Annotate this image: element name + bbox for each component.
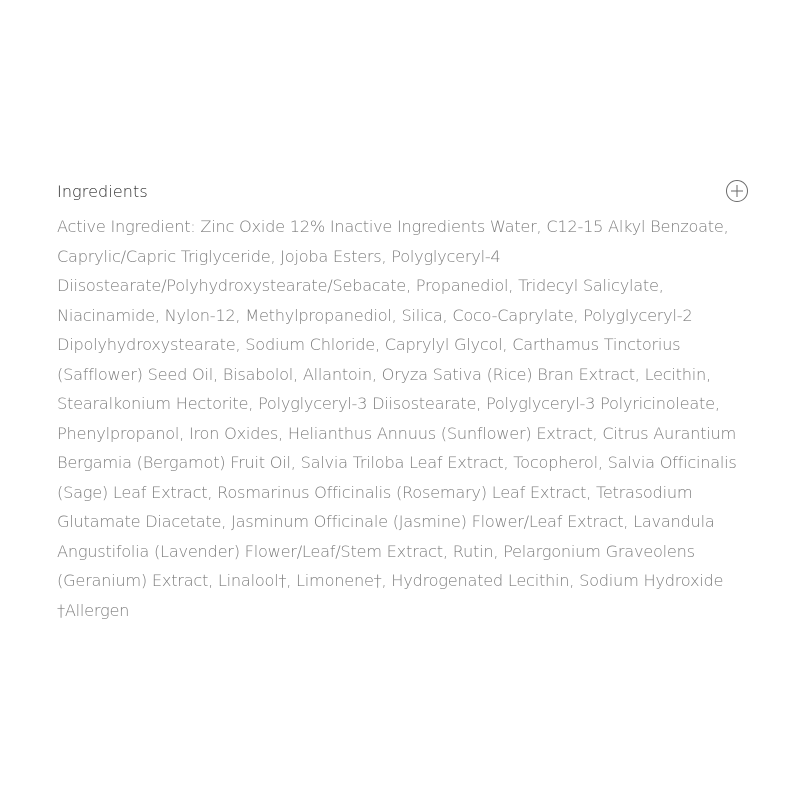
ingredients-line: Niacinamide, Nylon-12, Methylpropanediol, Silica, Coco-Caprylate, Polyglyceryl-2	[57, 305, 693, 325]
ingredients-line: Active Ingredient: Zinc Oxide 12% Inactive Ingredients Water, C12-15 Alkyl Benzoate,	[57, 217, 729, 236]
ingredients-line: †Allergen	[57, 600, 130, 620]
ingredients-line: (Safflower) Seed Oil, Bisabolol, Allantoin, Oryza Sativa (Rice) Bran Extract, Lecithin,	[57, 364, 711, 384]
ingredients-accordion	[57, 178, 749, 625]
ingredients-text	[57, 212, 749, 625]
ingredients-line: Glutamate Diacetate, Jasminum Officinale (Jasmine) Flower/Leaf Extract, Lavandula	[57, 512, 715, 531]
ingredients-line: Phenylpropanol, Iron Oxides, Helianthus Annuus (Sunflower) Extract, Citrus Aurantium	[57, 423, 737, 443]
accordion-title: Ingredients	[57, 181, 148, 201]
accordion-header[interactable]	[57, 178, 749, 204]
ingredients-line: (Sage) Leaf Extract, Rosmarinus Officinalis (Rosemary) Leaf Extract, Tetrasodium	[57, 482, 693, 502]
ingredients-line: Caprylic/Capric Triglyceride, Jojoba Esters, Polyglyceryl-4	[57, 246, 501, 266]
plus-circle-icon[interactable]	[726, 180, 748, 202]
ingredients-line: Dipolyhydroxystearate, Sodium Chloride, Caprylyl Glycol, Carthamus Tinctorius	[57, 335, 681, 354]
ingredients-line: (Geranium) Extract, Linalool†, Limonene†, Hydrogenated Lecithin, Sodium Hydroxide	[57, 571, 724, 590]
ingredients-line: Diisostearate/Polyhydroxystearate/Sebacate, Propanediol, Tridecyl Salicylate,	[57, 276, 664, 295]
ingredients-line: Stearalkonium Hectorite, Polyglyceryl-3 Diisostearate, Polyglyceryl-3 Polyricinoleate,	[57, 394, 720, 413]
ingredients-line: Bergamia (Bergamot) Fruit Oil, Salvia Triloba Leaf Extract, Tocopherol, Salvia Officinalis	[57, 453, 737, 472]
ingredients-line: Angustifolia (Lavender) Flower/Leaf/Stem Extract, Rutin, Pelargonium Graveolens	[57, 541, 695, 561]
